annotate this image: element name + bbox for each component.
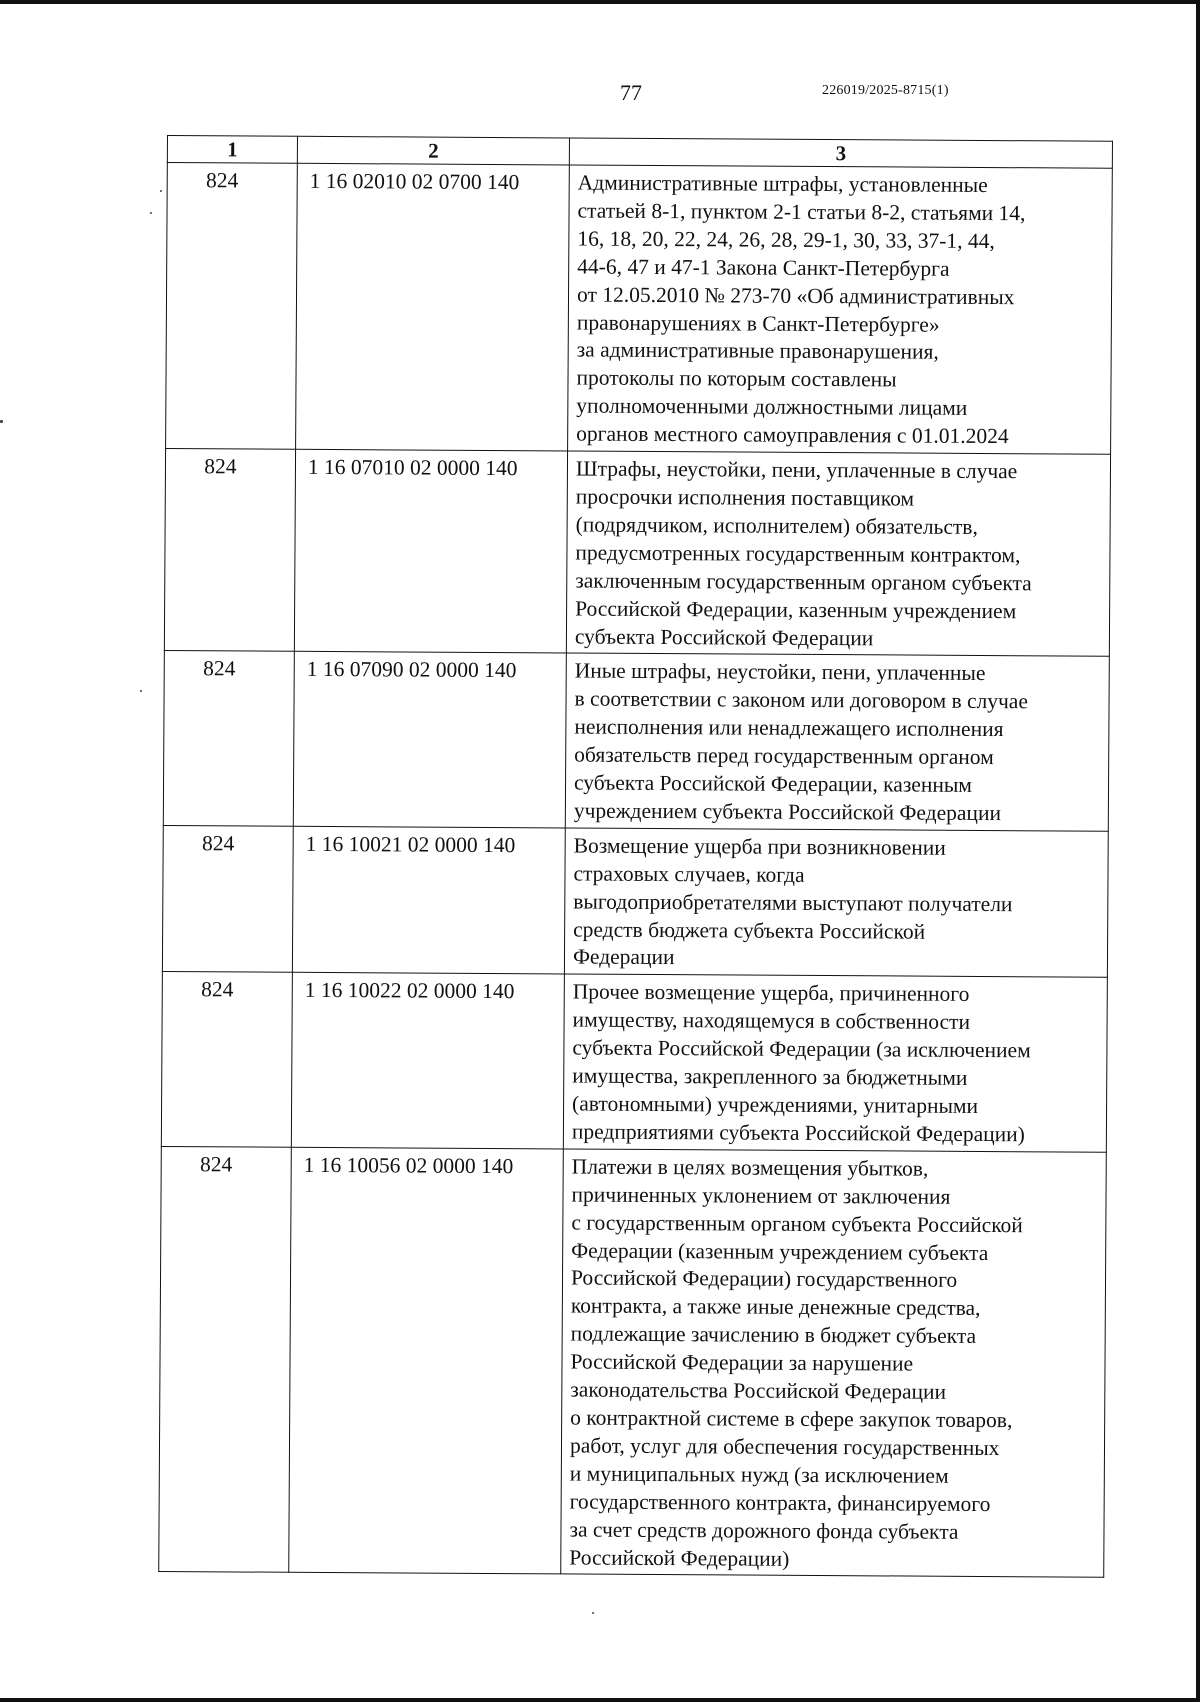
scan-speck — [160, 190, 162, 192]
kbk-code-cell: 1 16 07010 02 0000 140 — [294, 449, 567, 653]
description-line: причиненных уклонением от заключения — [571, 1182, 951, 1209]
description-line: субъекта Российской Федерации — [574, 624, 874, 650]
scan-speck — [150, 212, 152, 214]
description-line: имуществу, находящемуся в собственности — [572, 1007, 971, 1035]
scan-speck — [140, 690, 142, 692]
description-line: Российской Федерации) государственного — [570, 1265, 958, 1293]
admin-code-cell: 824 — [163, 651, 294, 826]
description-line: за административные правонарушения, — [576, 337, 939, 365]
description-line: работ, услуг для обеспечения государственных — [569, 1433, 1000, 1460]
description-cell — [561, 1149, 1107, 1578]
description-cell — [563, 974, 1107, 1152]
column-header-1: 1 — [167, 136, 297, 164]
budget-codes-table — [158, 135, 1113, 1578]
table-body — [159, 163, 1113, 1578]
description-line: подлежащие зачислению в бюджет субъекта — [570, 1321, 977, 1349]
description-line: органов местного самоуправления с 01.01.2024 — [576, 421, 1009, 449]
admin-code-cell: 824 — [162, 825, 293, 972]
description-line: (автономными) учреждениями, унитарными — [572, 1091, 979, 1118]
description-cell — [568, 165, 1113, 454]
description-line: учреждением субъекта Российской Федерации — [573, 798, 1002, 826]
scan-speck — [592, 1612, 594, 1614]
description-line: Прочее возмещение ущерба, причиненного — [572, 979, 970, 1007]
description-line: (подрядчиком, исполнителем) обязательств, — [575, 512, 978, 539]
admin-code-cell: 824 — [159, 1146, 292, 1572]
description-line: уполномоченными должностными лицами — [576, 393, 968, 421]
column-header-2: 2 — [297, 136, 569, 165]
description-line: контракта, а также иные денежные средства, — [570, 1293, 981, 1321]
description-line: Российской Федерации, казенным учреждением — [575, 596, 1017, 623]
description-line: протоколы по которым составлены — [576, 365, 897, 392]
description-line: неисполнения или ненадлежащего исполнения — [574, 714, 1004, 742]
description-line: Иные штрафы, неустойки, пени, уплаченные — [574, 658, 986, 686]
description-line: субъекта Российской Федерации (за исключением — [572, 1035, 1031, 1063]
description-line: предприятиями субъекта Российской Федерации) — [571, 1119, 1025, 1147]
table-row — [166, 163, 1113, 455]
description-line: предусмотренных государственным контрактом, — [575, 540, 1021, 568]
description-line: государственного контракта, финансируемого — [569, 1489, 991, 1516]
kbk-code-cell: 1 16 07090 02 0000 140 — [293, 652, 566, 828]
kbk-code-cell: 1 16 10021 02 0000 140 — [292, 826, 565, 974]
description-line: Административные штрафы, установленные — [577, 170, 988, 198]
kbk-code-cell: 1 16 10022 02 0000 140 — [291, 973, 564, 1149]
description-cell — [565, 653, 1109, 831]
description-line: Российской Федерации) — [569, 1544, 790, 1571]
description-line: имущества, закрепленного за бюджетными — [572, 1063, 968, 1091]
description-line: обязательств перед государственным органом — [574, 742, 994, 770]
description-line: за счет средств дорожного фонда субъекта — [569, 1517, 959, 1544]
description-line: правонарушениях в Санкт-Петербурге» — [576, 310, 940, 337]
description-line: статьей 8-1, пунктом 2-1 статьи 8-2, статьями 14, — [577, 198, 1026, 226]
page-number: 77 — [620, 80, 642, 105]
table-row — [159, 1146, 1107, 1577]
admin-code-cell: 824 — [166, 163, 298, 450]
description-line: с государственным органом субъекта Российской — [571, 1210, 1023, 1237]
description-cell — [564, 828, 1108, 978]
description-cell — [566, 451, 1110, 657]
table-row — [162, 825, 1108, 977]
description-line: страховых случаев, когда — [573, 861, 805, 887]
description-line: Федерации — [572, 944, 675, 970]
description-line: просрочки исполнения поставщиком — [575, 484, 915, 511]
kbk-code-cell: 1 16 02010 02 0700 140 — [296, 163, 570, 451]
table-row — [161, 972, 1107, 1152]
description-line: средств бюджета субъекта Российской — [573, 917, 926, 944]
description-line: выгодоприобретателями выступают получатели — [573, 889, 1013, 916]
description-line: законодательства Российской Федерации — [570, 1377, 947, 1404]
column-header-3: 3 — [569, 138, 1112, 168]
description-line: о контрактной системе в сфере закупок товаров, — [570, 1405, 1013, 1433]
description-line: Федерации (казенным учреждением субъекта — [571, 1238, 989, 1265]
description-line: 16, 18, 20, 22, 24, 26, 28, 29-1, 30, 33, 37-1, 44, — [577, 226, 995, 253]
scan-speck — [0, 420, 3, 423]
description-line: 44-6, 47 и 47-1 Закона Санкт-Петербурга — [577, 254, 950, 281]
description-line: и муниципальных нужд (за исключением — [569, 1461, 949, 1488]
description-line: Платежи в целях возмещения убытков, — [571, 1154, 929, 1181]
admin-code-cell: 824 — [161, 972, 292, 1147]
description-line: Российской Федерации за нарушение — [570, 1349, 914, 1376]
description-line: субъекта Российской Федерации, казенным — [573, 770, 973, 797]
document-registration-number: 226019/2025-8715(1) — [822, 83, 949, 98]
description-line: в соответствии с законом или договором в случае — [574, 686, 1029, 714]
table-row — [163, 651, 1109, 831]
description-line: от 12.05.2010 № 273-70 «Об административных — [576, 282, 1015, 309]
description-line: заключенным государственным органом субъекта — [575, 568, 1032, 595]
description-line: Штрафы, неустойки, пени, уплаченные в случае — [575, 456, 1018, 484]
description-line: Возмещение ущерба при возникновении — [573, 833, 946, 860]
admin-code-cell: 824 — [164, 449, 295, 652]
table-row — [164, 449, 1110, 657]
kbk-code-cell: 1 16 10056 02 0000 140 — [289, 1147, 564, 1574]
